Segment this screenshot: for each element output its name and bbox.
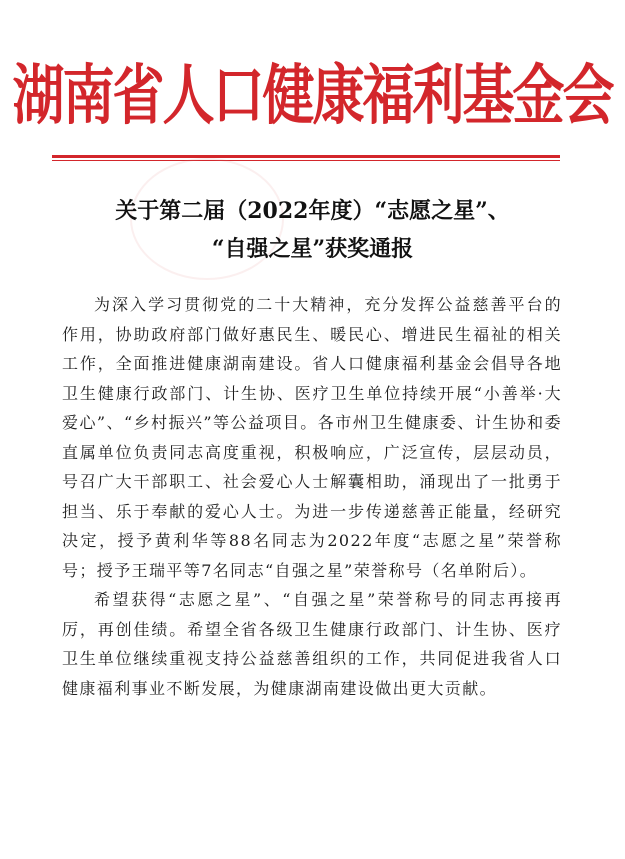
organization-name: 湖南省人口健康福利基金会: [12, 58, 613, 134]
body-paragraph-1: 为深入学习贯彻党的二十大精神，充分发挥公益慈善平台的作用，协助政府部门做好惠民生、暖民心、增进民生福祉的相关工作，全面推进健康湖南建设。省人口健康福利基金会倡导各地卫生健康行政部门、计生协、医疗卫生单位持续开展“小善举·大爱心”、“乡村振兴”等公益项目。各市州卫生健康委、计生协和委直属单位负责同志高度重视，积极响应，广泛宣传，层层动员，号召广大干部职工、社会爱心人士解囊相助，涌现出了一批勇于担当、乐于奉献的爱心人士。为进一步传递慈善正能量，经研究决定，授予黄利华等88名同志为2022年度“志愿之星”荣誉称号；授予王瑞平等7名同志“自强之星”荣誉称号（名单附后）。: [62, 295, 562, 580]
letterhead-rule-thick: [52, 155, 560, 158]
letterhead: [0, 58, 625, 134]
body-paragraph-2: 希望获得“志愿之星”、“自强之星”荣誉称号的同志再接再厉，再创佳绩。希望全省各级卫生健康行政部门、计生协、医疗卫生单位继续重视支持公益慈善组织的工作，共同促进我省人口健康福利事业不断发展，为健康湖南建设做出更大贡献。: [62, 590, 562, 698]
letterhead-rule-thin: [52, 160, 560, 161]
document-title: [40, 192, 585, 268]
title-line-2: “自强之星”获奖通报: [211, 236, 414, 262]
document-body: [62, 290, 562, 703]
title-line-1: 关于第二届（2022年度）“志愿之星”、: [115, 198, 510, 224]
